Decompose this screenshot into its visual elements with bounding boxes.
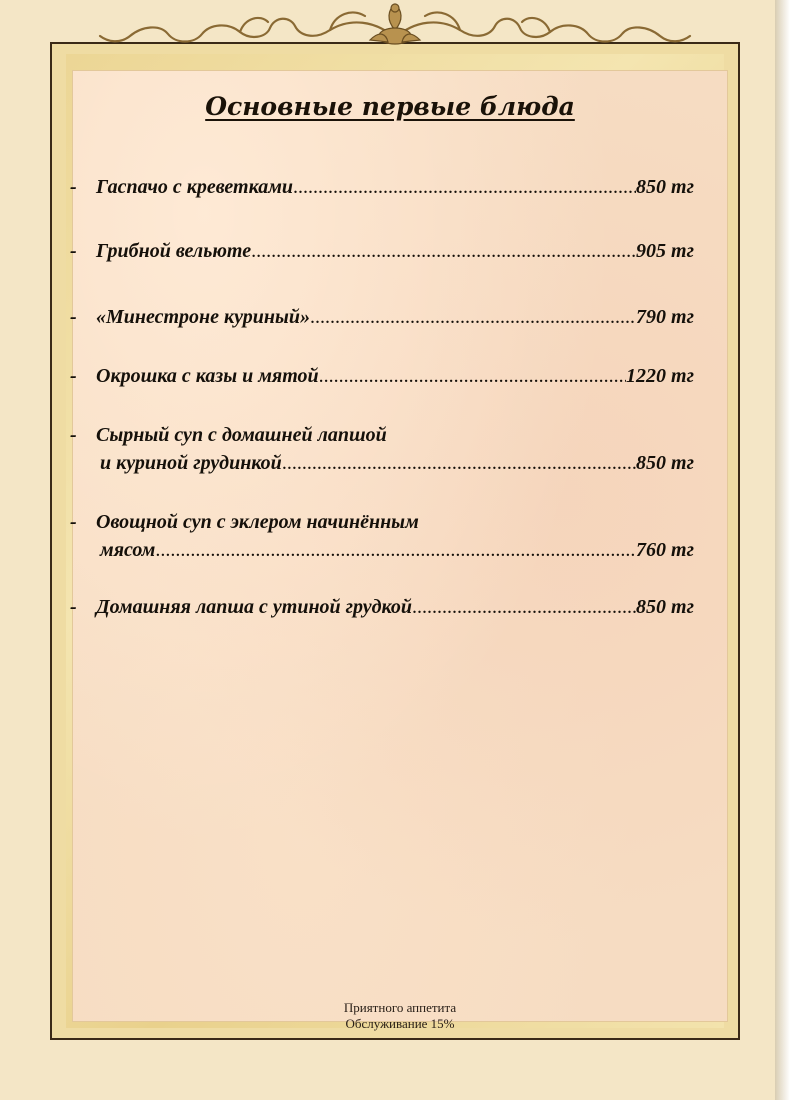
item-dash: - (70, 365, 77, 387)
menu-item (70, 240, 694, 268)
footer-greeting: Приятного аппетита (343, 1000, 457, 1015)
item-name-line1: Сырный суп с домашней лапшой (96, 424, 387, 446)
item-price: 905 тг (636, 240, 694, 262)
dot-leader (155, 539, 636, 562)
item-price: 790 тг (636, 306, 694, 328)
page-edge (775, 0, 800, 1100)
page-title: Основные первые блюда (205, 92, 575, 121)
item-price: 1220 тг (626, 365, 694, 387)
dot-leader (412, 596, 636, 619)
dot-leader (293, 176, 636, 199)
menu-item (70, 511, 694, 567)
dot-leader (319, 365, 626, 388)
item-dash: - (70, 424, 77, 446)
item-name: Грибной вельюте (96, 240, 252, 262)
item-name: Домашняя лапша с утиной грудкой (96, 596, 413, 618)
menu-item (70, 424, 694, 480)
item-price: 850 тг (636, 176, 694, 198)
item-name-line2: мясом (100, 539, 156, 561)
footer (0, 1000, 775, 1032)
item-name: Окрошка с казы и мятой (96, 365, 319, 387)
menu-item (70, 365, 694, 393)
item-price: 850 тг (636, 452, 694, 474)
menu-item (70, 176, 694, 204)
item-dash: - (70, 596, 77, 618)
item-dash: - (70, 240, 77, 262)
dot-leader (251, 240, 636, 263)
menu-item (70, 596, 694, 624)
item-name: Гаспачо с креветками (96, 176, 294, 198)
scroll-ornament-icon (90, 0, 700, 60)
item-price: 760 тг (636, 539, 694, 561)
dot-leader (310, 306, 636, 329)
item-name-line2: и куриной грудинкой (100, 452, 282, 474)
item-price: 850 тг (636, 596, 694, 618)
item-dash: - (70, 306, 77, 328)
item-dash: - (70, 511, 77, 533)
menu-item (70, 306, 694, 334)
item-name-line1: Овощной суп с эклером начинённым (96, 511, 419, 533)
item-name: «Минестроне куриный» (96, 306, 311, 328)
item-dash: - (70, 176, 77, 198)
dot-leader (282, 452, 636, 475)
footer-service-charge: Обслуживание 15% (345, 1016, 455, 1031)
